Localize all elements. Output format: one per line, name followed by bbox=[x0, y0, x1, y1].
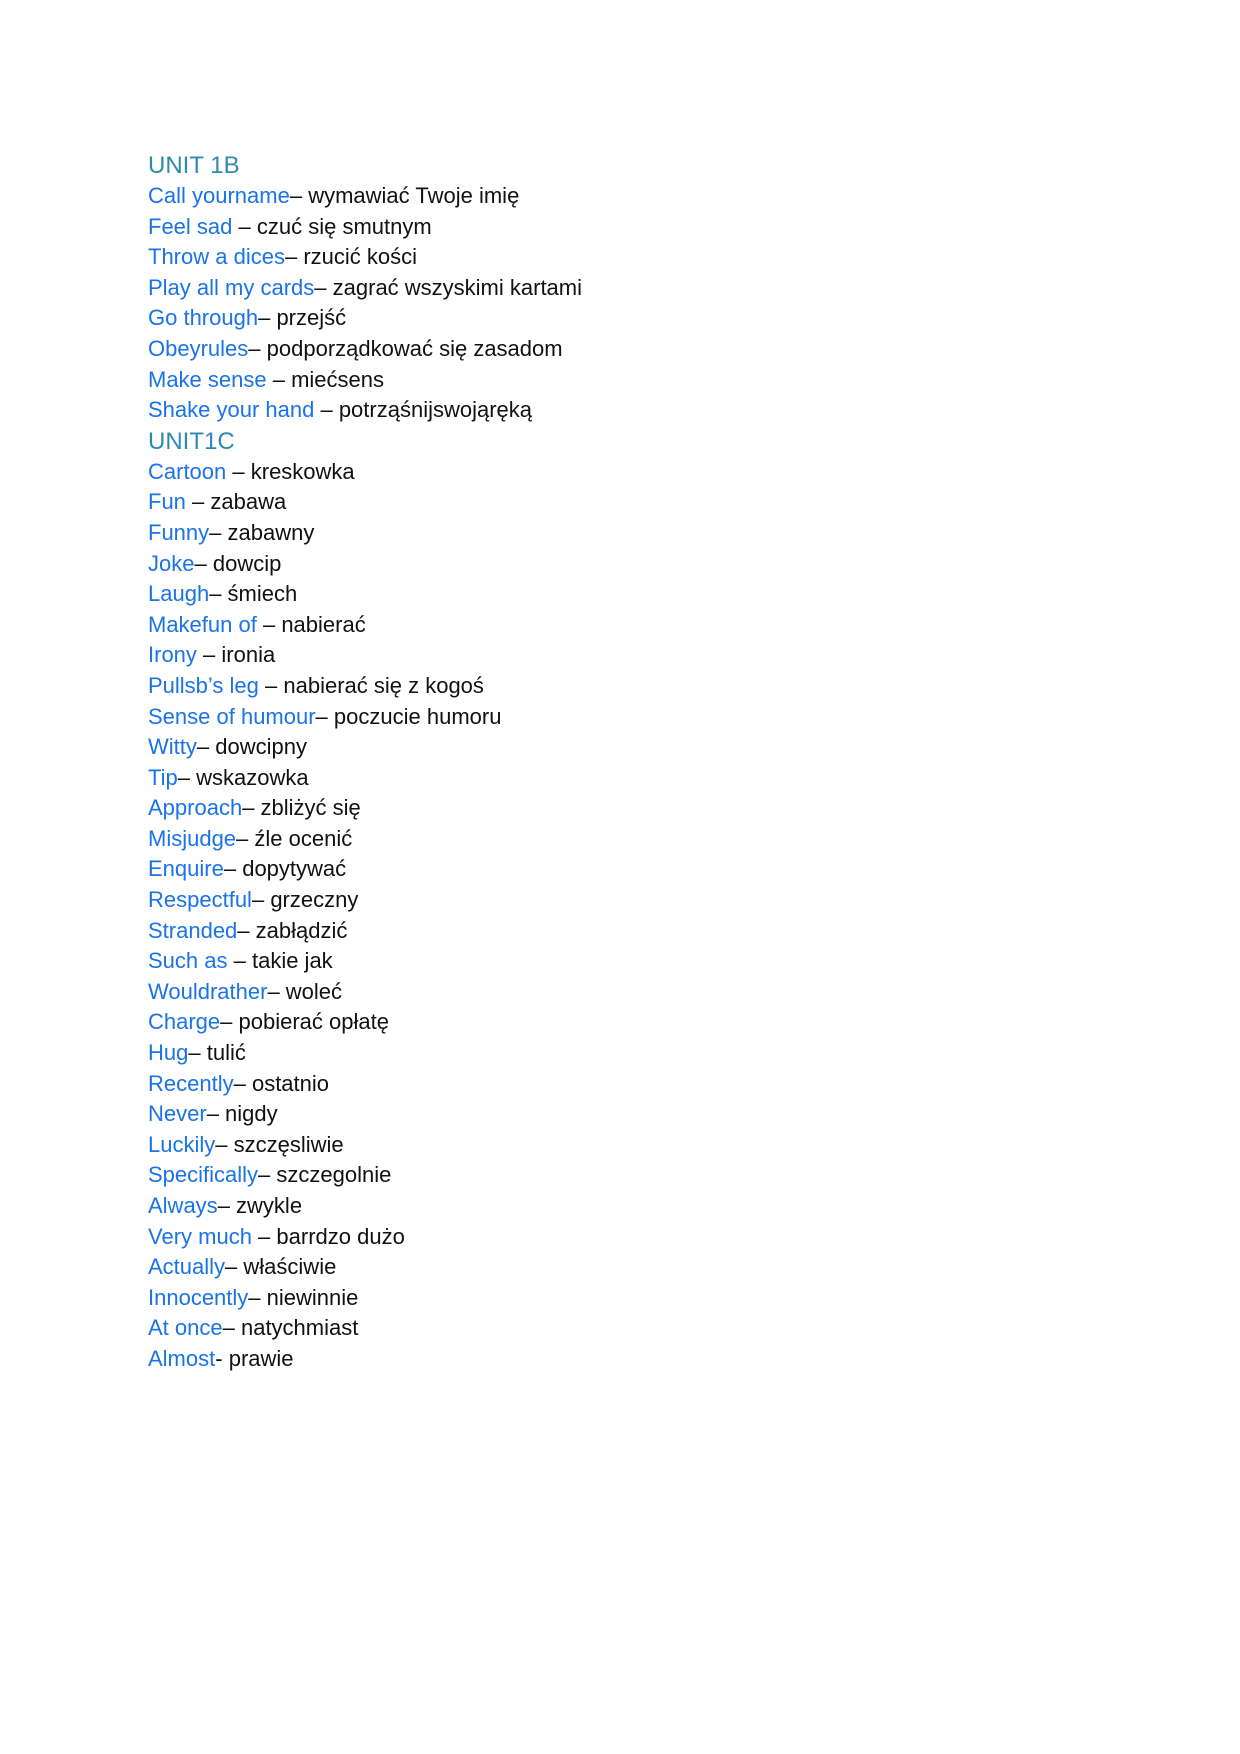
vocab-term: Approach bbox=[148, 795, 243, 821]
vocab-term: Make sense bbox=[148, 366, 267, 392]
dash-separator: – bbox=[222, 1315, 241, 1341]
vocab-translation: dowcip bbox=[212, 550, 282, 576]
dash-separator: – bbox=[225, 1254, 244, 1280]
vocab-term: Specifically bbox=[148, 1162, 259, 1188]
vocab-term: Go through bbox=[148, 305, 259, 331]
dash-separator: – bbox=[314, 397, 339, 423]
dash-separator: – bbox=[226, 458, 251, 484]
vocab-entry bbox=[148, 579, 1148, 610]
vocab-translation: zwykle bbox=[236, 1193, 303, 1218]
vocabulary-list bbox=[148, 150, 1148, 1375]
vocab-term: Respectful bbox=[148, 887, 252, 913]
dash-separator: – bbox=[233, 1070, 252, 1096]
dash-separator: – bbox=[232, 213, 257, 239]
vocab-entry bbox=[148, 365, 1148, 396]
vocab-entry bbox=[148, 1099, 1148, 1130]
dash-separator: – bbox=[223, 856, 243, 882]
vocab-term: Shake your hand bbox=[148, 397, 315, 423]
vocab-term: Makefun of bbox=[148, 611, 257, 637]
vocab-translation: dowcipny bbox=[215, 734, 307, 760]
vocab-entry bbox=[148, 946, 1148, 977]
vocab-entry bbox=[148, 181, 1148, 212]
vocab-term: Cartoon bbox=[148, 458, 227, 484]
dash-separator: – bbox=[196, 642, 222, 668]
vocab-term: At once bbox=[148, 1315, 223, 1341]
vocab-translation: niewinnie bbox=[266, 1284, 359, 1310]
dash-separator: – bbox=[185, 489, 211, 515]
vocab-entry bbox=[148, 395, 1148, 426]
vocab-translation: szczegolnie bbox=[276, 1162, 392, 1188]
dash-separator: – bbox=[267, 978, 286, 1004]
dash-separator: – bbox=[177, 764, 197, 790]
vocab-entry bbox=[148, 732, 1148, 763]
vocab-entry bbox=[148, 487, 1148, 518]
dash-separator: – bbox=[251, 887, 271, 913]
vocab-entry bbox=[148, 824, 1148, 855]
vocab-entry bbox=[148, 212, 1148, 243]
vocab-translation: szczęsliwie bbox=[233, 1131, 344, 1157]
vocab-entry bbox=[148, 1069, 1148, 1100]
vocab-entry bbox=[148, 334, 1148, 365]
dash-separator: – bbox=[258, 1162, 277, 1188]
vocab-translation: dopytywać bbox=[242, 856, 347, 882]
dash-separator: – bbox=[188, 1040, 207, 1066]
vocab-entry bbox=[148, 1191, 1148, 1222]
dash-separator: – bbox=[248, 1284, 267, 1310]
vocab-translation: nabierać bbox=[281, 611, 366, 637]
vocab-translation: czuć się smutnym bbox=[256, 213, 432, 239]
vocab-entry bbox=[148, 977, 1148, 1008]
dash-separator: – bbox=[284, 244, 304, 270]
vocab-translation: woleć bbox=[285, 978, 343, 1004]
vocab-translation: ostatnio bbox=[251, 1070, 330, 1096]
vocab-entry bbox=[148, 640, 1148, 671]
vocab-translation: zabłądzić bbox=[255, 917, 348, 943]
dash-separator: - bbox=[215, 1345, 229, 1371]
vocab-term: Irony bbox=[148, 642, 197, 668]
vocab-entry bbox=[148, 1222, 1148, 1253]
vocab-translation: nigdy bbox=[225, 1101, 278, 1127]
vocab-translation: źle ocenić bbox=[254, 825, 353, 851]
vocab-term: Joke bbox=[148, 550, 195, 576]
vocab-entry bbox=[148, 1038, 1148, 1069]
vocab-entry bbox=[148, 763, 1148, 794]
dash-separator: – bbox=[236, 825, 255, 851]
vocab-term: Almost bbox=[148, 1345, 216, 1371]
dash-separator: – bbox=[196, 734, 216, 760]
vocab-term: Charge bbox=[148, 1009, 221, 1035]
vocab-translation: właściwie bbox=[243, 1254, 337, 1280]
dash-separator: – bbox=[227, 948, 252, 974]
dash-separator: – bbox=[209, 519, 228, 545]
vocab-translation: zabawa bbox=[210, 489, 287, 515]
vocab-entry bbox=[148, 549, 1148, 580]
unit-heading: UNIT1C bbox=[148, 427, 235, 455]
dash-separator: – bbox=[315, 703, 334, 729]
vocab-entry bbox=[148, 793, 1148, 824]
vocab-term: Obeyrules bbox=[148, 335, 249, 361]
vocab-entry bbox=[148, 671, 1148, 702]
vocab-term: Pullsb’s leg bbox=[148, 672, 259, 698]
vocab-term: Call yourname bbox=[148, 183, 290, 208]
vocab-term: Always bbox=[148, 1193, 218, 1218]
dash-separator: – bbox=[220, 1009, 239, 1035]
dash-separator: – bbox=[194, 550, 213, 576]
vocab-entry bbox=[148, 303, 1148, 334]
vocab-translation: nabierać się z kogoś bbox=[283, 672, 484, 698]
vocab-entry bbox=[148, 1252, 1148, 1283]
vocab-term: Witty bbox=[148, 734, 197, 760]
vocab-translation: tulić bbox=[206, 1040, 246, 1066]
vocab-entry bbox=[148, 916, 1148, 947]
vocab-entry bbox=[148, 1007, 1148, 1038]
dash-separator: – bbox=[256, 611, 282, 637]
vocab-term: Never bbox=[148, 1101, 207, 1127]
vocab-entry bbox=[148, 1313, 1148, 1344]
vocab-term: Laugh bbox=[148, 581, 210, 607]
vocab-translation: prawie bbox=[228, 1345, 294, 1371]
dash-separator: – bbox=[289, 183, 309, 208]
vocab-term: Hug bbox=[148, 1040, 189, 1066]
vocab-term: Very much bbox=[148, 1223, 252, 1249]
vocab-term: Tip bbox=[148, 764, 178, 790]
vocab-translation: barrdzo dużo bbox=[276, 1223, 405, 1249]
vocab-translation: wskazowka bbox=[196, 764, 309, 790]
vocab-entry bbox=[148, 702, 1148, 733]
vocab-translation: zbliżyć się bbox=[260, 795, 361, 821]
vocab-entry bbox=[148, 854, 1148, 885]
vocab-translation: miećsens bbox=[291, 366, 385, 392]
dash-separator: – bbox=[258, 305, 277, 331]
vocab-term: Funny bbox=[148, 519, 210, 545]
vocab-translation: pobierać opłatę bbox=[238, 1009, 389, 1035]
dash-separator: – bbox=[248, 335, 267, 361]
vocab-term: Fun bbox=[148, 489, 186, 515]
dash-separator: – bbox=[266, 366, 292, 392]
unit-heading: UNIT 1B bbox=[148, 152, 240, 179]
vocab-term: Sense of humour bbox=[148, 703, 316, 729]
vocab-entry bbox=[148, 1160, 1148, 1191]
vocab-translation: ironia bbox=[221, 642, 276, 668]
vocab-entry bbox=[148, 1283, 1148, 1314]
dash-separator: – bbox=[206, 1101, 226, 1127]
vocab-term: Misjudge bbox=[148, 825, 237, 851]
vocab-translation: poczucie humoru bbox=[333, 703, 502, 729]
vocab-term: Recently bbox=[148, 1070, 234, 1096]
vocab-translation: wymawiać Twoje imię bbox=[308, 183, 520, 208]
vocab-entry bbox=[148, 457, 1148, 488]
vocab-entry bbox=[148, 1130, 1148, 1161]
vocab-translation: śmiech bbox=[227, 581, 298, 607]
vocab-entry bbox=[148, 610, 1148, 641]
vocab-entry bbox=[148, 242, 1148, 273]
vocab-term: Stranded bbox=[148, 917, 238, 943]
vocab-translation: zabawny bbox=[227, 519, 315, 545]
vocab-translation: przejść bbox=[276, 305, 347, 331]
vocab-term: Enquire bbox=[148, 856, 224, 882]
vocab-translation: natychmiast bbox=[240, 1315, 359, 1341]
vocab-translation: takie jak bbox=[251, 948, 333, 974]
vocab-translation: podporządkować się zasadom bbox=[266, 335, 563, 361]
vocab-translation: kreskowka bbox=[250, 458, 355, 484]
vocab-term: Innocently bbox=[148, 1284, 249, 1310]
vocab-term: Luckily bbox=[148, 1131, 216, 1157]
dash-separator: – bbox=[217, 1193, 237, 1218]
vocab-translation: zagrać wszyskimi kartami bbox=[332, 274, 583, 300]
vocab-term: Feel sad bbox=[148, 213, 233, 239]
vocab-translation: potrząśnijswojąręką bbox=[338, 397, 533, 423]
dash-separator: – bbox=[242, 795, 261, 821]
vocab-term: Throw a dices bbox=[148, 244, 285, 270]
vocab-term: Wouldrather bbox=[148, 978, 268, 1004]
vocab-translation: grzeczny bbox=[270, 887, 359, 913]
dash-separator: – bbox=[209, 581, 228, 607]
vocab-term: Actually bbox=[148, 1254, 226, 1280]
dash-separator: – bbox=[314, 274, 333, 300]
dash-separator: – bbox=[258, 672, 284, 698]
dash-separator: – bbox=[215, 1131, 234, 1157]
vocab-entry bbox=[148, 273, 1148, 304]
vocab-term: Play all my cards bbox=[148, 274, 315, 300]
vocab-entry bbox=[148, 885, 1148, 916]
vocab-entry bbox=[148, 518, 1148, 549]
vocab-term: Such as bbox=[148, 948, 228, 974]
dash-separator: – bbox=[237, 917, 256, 943]
vocab-entry bbox=[148, 1344, 1148, 1375]
vocab-translation: rzucić kości bbox=[303, 244, 417, 270]
dash-separator: – bbox=[251, 1223, 277, 1249]
